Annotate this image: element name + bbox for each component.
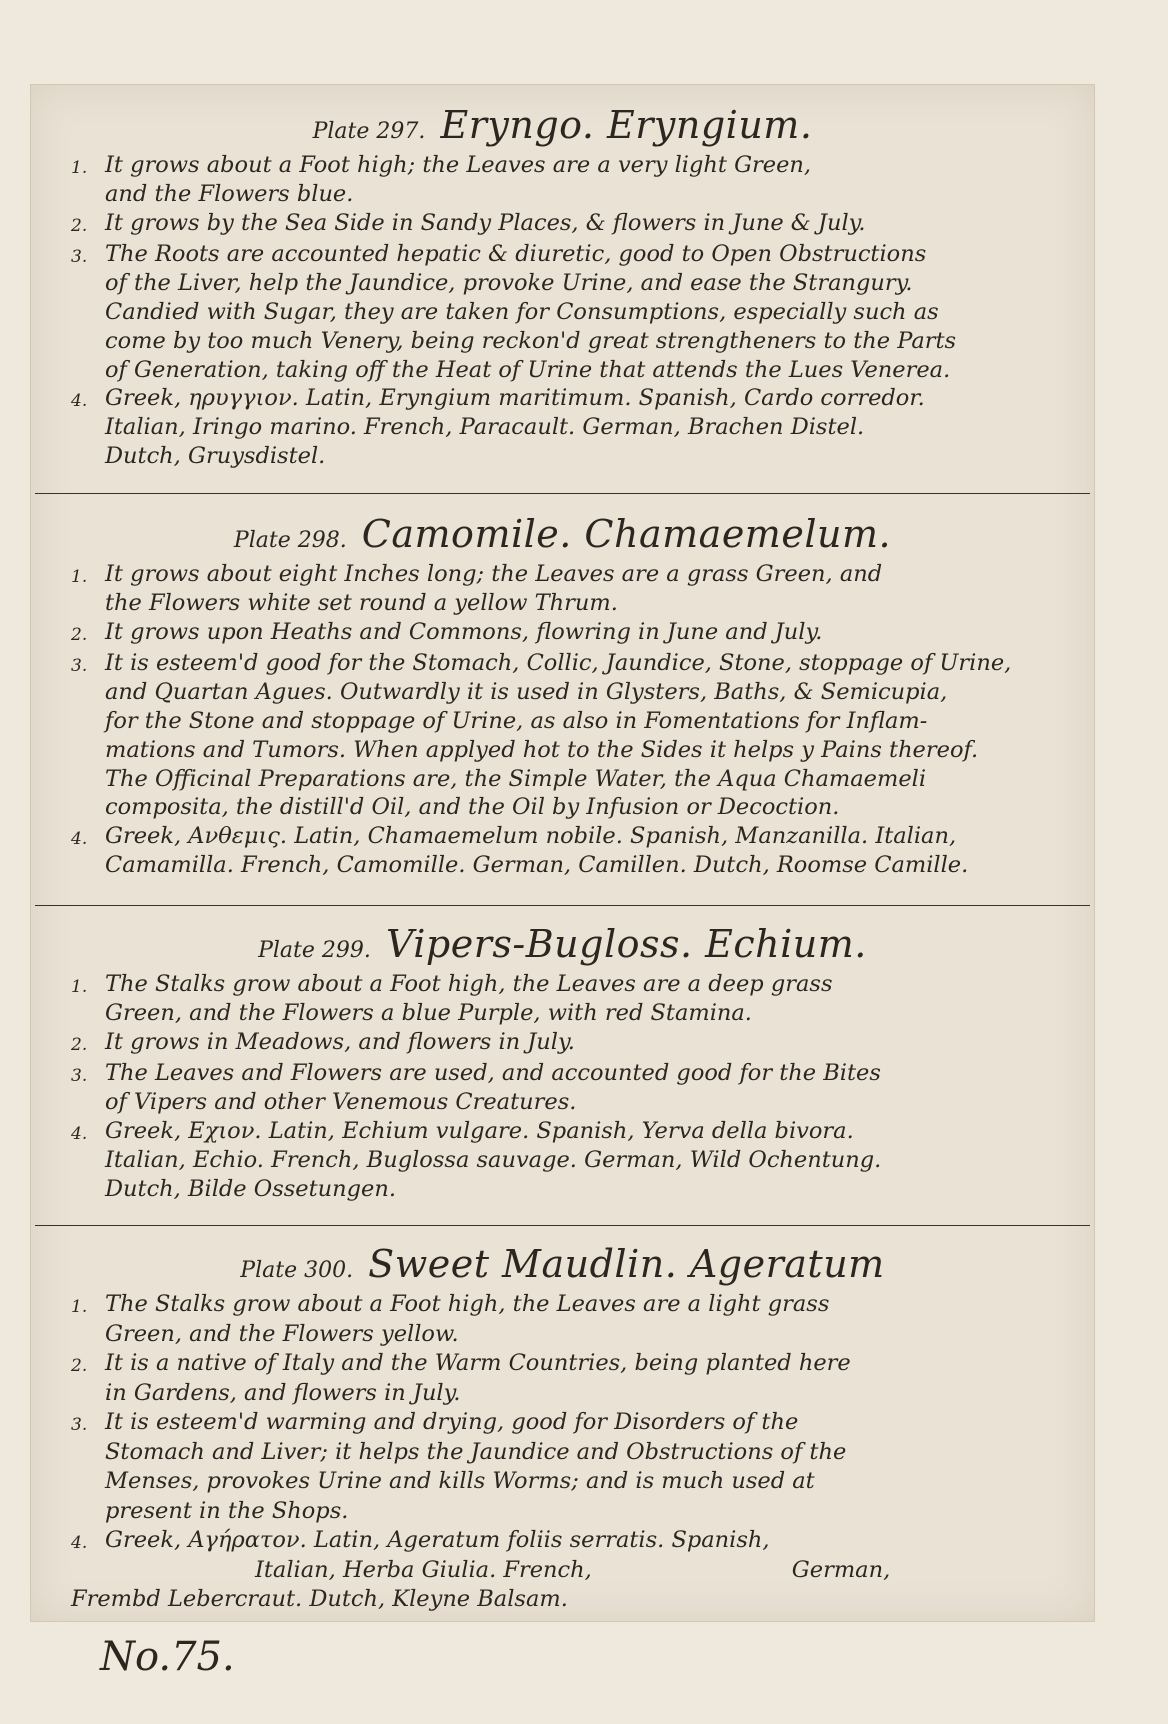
- plant-name: Camomile. Chamaemelum.: [361, 512, 892, 556]
- text-line: Candied with Sugar, they are taken for Consumptions, especially such as: [105, 298, 939, 325]
- description-list: [71, 1290, 1054, 1615]
- list-item: [71, 1117, 1054, 1203]
- description-list: [71, 560, 1054, 880]
- text-line: The Stalks grow about a Foot high, the Leaves are a deep grass: [105, 971, 833, 997]
- text-line: Frembd Lebercraut. Dutch, Kleyne Balsam.: [71, 1586, 568, 1612]
- list-item: [71, 240, 1054, 384]
- list-item: [71, 209, 1054, 241]
- list-item: [71, 1526, 1054, 1615]
- text-line: It is a native of Italy and the Warm Countries, being planted here: [105, 1350, 851, 1376]
- text-line: Stomach and Liver; it helps the Jaundice and Obstructions of the: [105, 1438, 847, 1465]
- text-line: for the Stone and stoppage of Urine, as also in Fomentations for Inflam-: [105, 707, 928, 734]
- text-line: Dutch, Bilde Ossetungen.: [105, 1175, 397, 1202]
- item-number: 1.: [71, 977, 88, 997]
- plate-heading: [71, 1242, 1054, 1286]
- text-line: Italian, Echio. French, Buglossa sauvage. German, Wild Ochentung.: [105, 1146, 882, 1173]
- plate-heading: [71, 512, 1054, 556]
- list-item: [71, 560, 1054, 618]
- item-number: 4.: [71, 1533, 88, 1553]
- plate-heading: [71, 922, 1054, 966]
- plate-section-299: [31, 906, 1094, 1225]
- text-line: Italian, Iringo marino. French, Paracault. German, Brachen Distel.: [105, 414, 865, 441]
- text-line: Camamilla. French, Camomille. German, Camillen. Dutch, Roomse Camille.: [105, 851, 969, 878]
- item-number: 3.: [71, 1415, 88, 1435]
- description-list: [71, 970, 1054, 1203]
- item-number: 4.: [71, 829, 88, 850]
- item-number: 4.: [71, 1123, 88, 1144]
- item-number: 1.: [71, 567, 88, 587]
- text-line: in Gardens, and flowers in July.: [105, 1379, 461, 1406]
- list-item: [71, 618, 1054, 650]
- engraved-plate: [30, 84, 1095, 1622]
- plate-heading: [71, 103, 1054, 147]
- text-line: mations and Tumors. When applyed hot to the Sides it helps y Pains thereof.: [105, 736, 979, 763]
- item-number: 2.: [71, 1356, 88, 1376]
- text-line: Green, and the Flowers yellow.: [105, 1320, 459, 1347]
- item-number: 1.: [71, 1297, 88, 1317]
- text-line: Greek, Εχιον. Latin, Echium vulgare. Spanish, Yerva della bivora.: [105, 1117, 854, 1144]
- list-item: [71, 1290, 1054, 1349]
- list-item: [71, 649, 1054, 822]
- list-item: [71, 1408, 1054, 1526]
- text-fragment: Italian, Herba Giulia. French,: [255, 1556, 592, 1583]
- plate-number: Plate 299.: [258, 938, 371, 963]
- text-line: The Officinal Preparations are, the Simple Water, the Aqua Chamaemeli: [105, 765, 927, 792]
- item-number: 3.: [71, 656, 88, 677]
- text-line: It is esteem'd warming and drying, good for Disorders of the: [105, 1409, 799, 1435]
- list-item: [71, 1349, 1054, 1408]
- text-line: Menses, provokes Urine and kills Worms; and is much used at: [105, 1468, 815, 1494]
- text-line: of Vipers and other Venemous Creatures.: [105, 1089, 577, 1116]
- plate-section-300: [31, 1226, 1094, 1642]
- text-line: The Stalks grow about a Foot high, the Leaves are a light grass: [105, 1291, 830, 1317]
- item-number: 2.: [71, 215, 88, 236]
- catalog-number: No.75.: [100, 1634, 235, 1680]
- list-item: [71, 1028, 1054, 1060]
- text-line: It grows in Meadows, and flowers in July.: [105, 1028, 575, 1055]
- plate-section-297: [31, 85, 1094, 493]
- item-number: 2.: [71, 624, 88, 645]
- plate-number: Plate 297.: [312, 119, 426, 144]
- text-line: and the Flowers blue.: [105, 180, 354, 207]
- text-line: It grows by the Sea Side in Sandy Places, & flowers in June & July.: [105, 209, 866, 236]
- text-line: Green, and the Flowers a blue Purple, with red Stamina.: [105, 999, 752, 1026]
- text-line: Greek, Αγήρατον. Latin, Ageratum foliis serratis. Spanish,: [105, 1527, 770, 1553]
- text-line: of the Liver, help the Jaundice, provoke Urine, and ease the Strangury.: [105, 270, 913, 297]
- item-number: 4.: [71, 391, 88, 412]
- list-item: [71, 970, 1054, 1028]
- list-item: [71, 822, 1054, 880]
- list-item: [71, 384, 1054, 470]
- plate-number: Plate 298.: [233, 528, 347, 553]
- text-line: composita, the distill'd Oil, and the Oil by Infusion or Decoction.: [105, 794, 840, 821]
- text-line: It grows about eight Inches long; the Leaves are a grass Green, and: [105, 561, 883, 587]
- text-line: Dutch, Gruysdistel.: [105, 442, 326, 469]
- text-fragment: German,: [791, 1556, 891, 1583]
- text-line: [105, 1556, 1054, 1586]
- text-line: come by too much Venery, being reckon'd great strengtheners to the Parts: [105, 327, 957, 354]
- text-line: Greek, Ανθεμις. Latin, Chamaemelum nobile. Spanish, Manzanilla. Italian,: [105, 823, 957, 850]
- text-line: Greek, ηρυγγιον. Latin, Eryngium maritimum. Spanish, Cardo corredor.: [105, 385, 925, 412]
- item-number: 2.: [71, 1034, 88, 1055]
- text-line: present in the Shops.: [105, 1497, 349, 1524]
- plant-name: Sweet Maudlin. Ageratum: [368, 1242, 885, 1286]
- plate-section-298: [31, 494, 1094, 905]
- plate-number: Plate 300.: [240, 1258, 354, 1283]
- text-line: The Leaves and Flowers are used, and accounted good for the Bites: [105, 1060, 881, 1087]
- item-number: 1.: [71, 158, 88, 178]
- plant-name: Vipers-Bugloss. Echium.: [385, 922, 867, 966]
- list-item: [71, 1059, 1054, 1117]
- text-line: It grows about a Foot high; the Leaves are a very light Green,: [105, 152, 812, 178]
- item-number: 3.: [71, 1066, 88, 1087]
- description-list: [71, 151, 1054, 471]
- item-number: 3.: [71, 247, 88, 268]
- list-item: [71, 151, 1054, 209]
- text-line: the Flowers white set round a yellow Thrum.: [105, 589, 618, 616]
- text-line: The Roots are accounted hepatic & diuretic, good to Open Obstructions: [105, 241, 927, 268]
- plant-name: Eryngo. Eryngium.: [440, 103, 813, 147]
- text-line: It is esteem'd good for the Stomach, Collic, Jaundice, Stone, stoppage of Urine,: [105, 650, 1012, 677]
- text-line: of Generation, taking off the Heat of Urine that attends the Lues Venerea.: [105, 356, 951, 383]
- text-line: and Quartan Agues. Outwardly it is used in Glysters, Baths, & Semicupia,: [105, 679, 948, 706]
- text-line: It grows upon Heaths and Commons, flowring in June and July.: [105, 618, 823, 645]
